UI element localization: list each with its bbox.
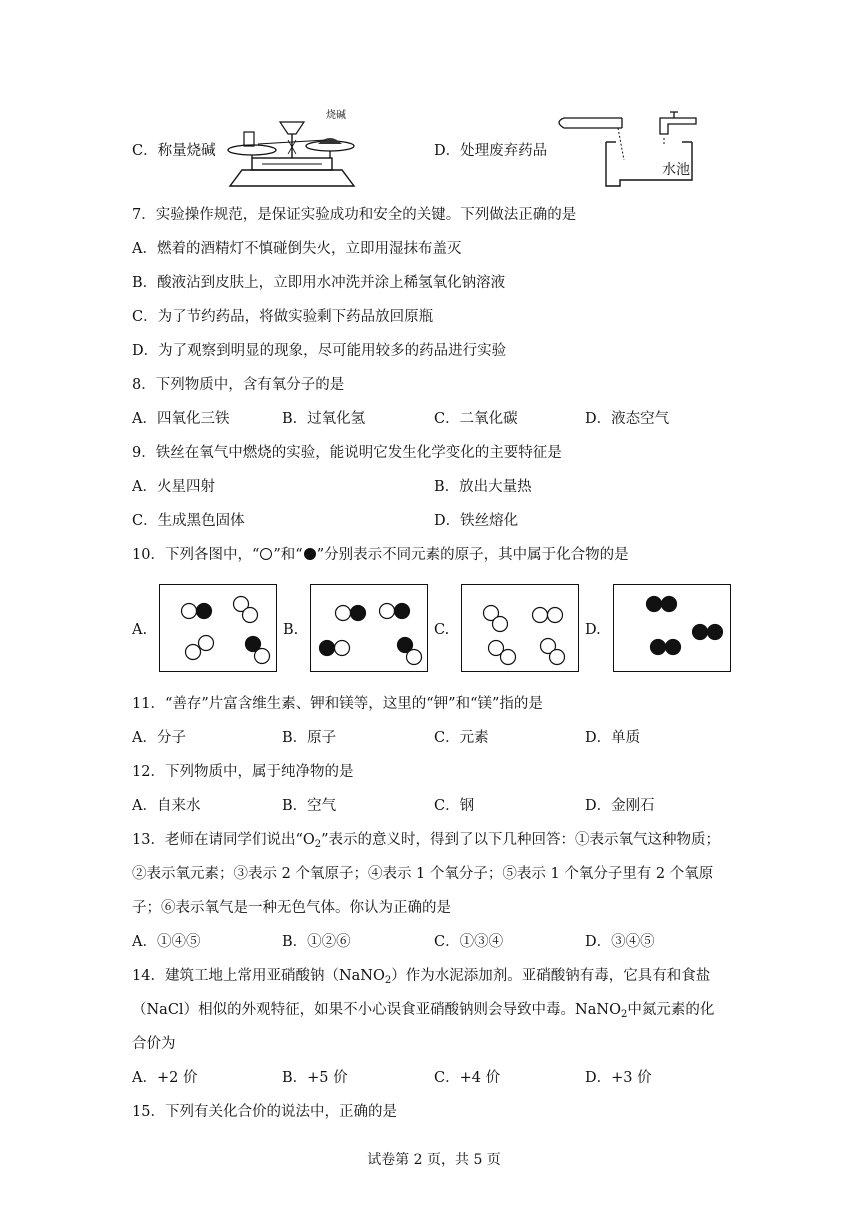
q11-option-d: D．单质 (585, 730, 641, 746)
q10-label-c: C. (434, 622, 450, 638)
q11-option-a: A．分子 (132, 730, 186, 746)
q13-line1-pre: 13．老师在请同学们说出“O (132, 832, 315, 848)
q10-stem-mid: ”和“ (273, 547, 303, 563)
q10-box-b (310, 584, 428, 672)
q14-option-d: D．+3 价 (585, 1070, 652, 1086)
q9-option-b: B．放出大量热 (434, 479, 532, 495)
q13-option-a: A．①④⑤ (132, 934, 201, 950)
q14-line2 (132, 1000, 714, 1025)
q14-line1-post: ）作为水泥添加剂。亚硝酸钠有毒，它具有和食盐 (391, 968, 711, 984)
q9-option-d: D．铁丝熔化 (434, 513, 519, 529)
q9-option-c: C．生成黑色固体 (132, 513, 245, 529)
q8-option-d: D．液态空气 (585, 411, 670, 427)
q11-option-b: B．原子 (282, 730, 337, 746)
q15-stem: 15．下列有关化合价的说法中，正确的是 (132, 1104, 397, 1120)
q14-line2-sub: 2 (620, 1009, 628, 1020)
q7-stem: 7．实验操作规范，是保证实验成功和安全的关键。下列做法正确的是 (132, 207, 577, 223)
q10-stem (132, 545, 629, 565)
q9-stem: 9．铁丝在氧气中燃烧的实验，能说明它发生化学变化的主要特征是 (132, 445, 562, 461)
q12-option-c: C．钢 (434, 798, 475, 814)
q12-option-b: B．空气 (282, 798, 337, 814)
q11-stem: 11．“善存”片富含维生素、钾和镁等，这里的“钾”和“镁”指的是 (132, 696, 543, 712)
q10-box-a (159, 584, 277, 672)
sink-tag: 水池 (662, 162, 690, 178)
q10-box-d (613, 584, 731, 672)
white-atom-icon (260, 548, 272, 560)
q13-option-d: D．③④⑤ (585, 934, 655, 950)
q8-option-c: C．二氧化碳 (434, 411, 518, 427)
q10-box-c (461, 584, 579, 672)
q14-option-c: C．+4 价 (434, 1070, 501, 1086)
q13-option-c: C．①③④ (434, 934, 504, 950)
q8-option-a: A．四氧化三铁 (132, 411, 230, 427)
q8-stem: 8．下列物质中，含有氧分子的是 (132, 377, 345, 393)
q12-option-a: A．自来水 (132, 798, 201, 814)
q13-line3: 子；⑥表示氧气是一种无色气体。你认为正确的是 (132, 900, 451, 916)
naoh-tag: 烧碱 (326, 110, 346, 121)
q14-line1 (132, 966, 710, 991)
q7-option-a: A．燃着的酒精灯不慎碰倒失火，立即用湿抹布盖灭 (132, 241, 462, 257)
page-footer: 试卷第 2 页，共 5 页 (367, 1152, 501, 1168)
q7-option-b: B．酸液沾到皮肤上，立即用水冲洗并涂上稀氢氧化钠溶液 (132, 275, 506, 291)
q8-option-b: B．过氧化氢 (282, 411, 366, 427)
q14-line3: 合价为 (132, 1036, 176, 1052)
q7-option-d: D．为了观察到明显的现象，尽可能用较多的药品进行实验 (132, 343, 507, 359)
q10-label-a: A. (132, 622, 148, 638)
q6-option-c: C．称量烧碱 (132, 143, 216, 159)
q14-line1-sub: 2 (384, 975, 392, 986)
q13-line1-post: ”表示的意义时，得到了以下几种回答：①表示氧气这种物质； (321, 832, 721, 848)
balance-figure (222, 110, 362, 190)
q12-option-d: D．金刚石 (585, 798, 655, 814)
q14-line1-pre: 14．建筑工地上常用亚硝酸钠（NaNO (132, 968, 385, 984)
q13-line1 (132, 830, 720, 855)
q13-option-b: B．①②⑥ (282, 934, 351, 950)
q6-option-d: D．处理废弃药品 (434, 143, 548, 159)
q14-option-a: A．+2 价 (132, 1070, 198, 1086)
q14-line2-pre: （NaCl）相似的外观特征，如果不小心误食亚硝酸钠则会导致中毒。NaNO (132, 1002, 621, 1018)
q9-option-a: A．火星四射 (132, 479, 215, 495)
black-atom-icon (304, 548, 316, 560)
q11-option-c: C．元素 (434, 730, 489, 746)
q12-stem: 12．下列物质中，属于纯净物的是 (132, 764, 354, 780)
q14-option-b: B．+5 价 (282, 1070, 348, 1086)
q10-stem-pre: 10．下列各图中，“ (132, 547, 260, 563)
q13-line2: ②表示氧元素；③表示 2 个氧原子；④表示 1 个氧分子；⑤表示 1 个氧分子里有 2 个氧原 (132, 866, 714, 882)
q13-line1-sub: 2 (314, 839, 322, 850)
q10-stem-post: ”分别表示不同元素的原子，其中属于化合物的是 (316, 547, 629, 563)
q10-label-d: D. (585, 622, 601, 638)
q7-option-c: C．为了节约药品，将做实验剩下药品放回原瓶 (132, 309, 434, 325)
q14-line2-post: 中氮元素的化 (627, 1002, 715, 1018)
q10-label-b: B. (283, 622, 299, 638)
